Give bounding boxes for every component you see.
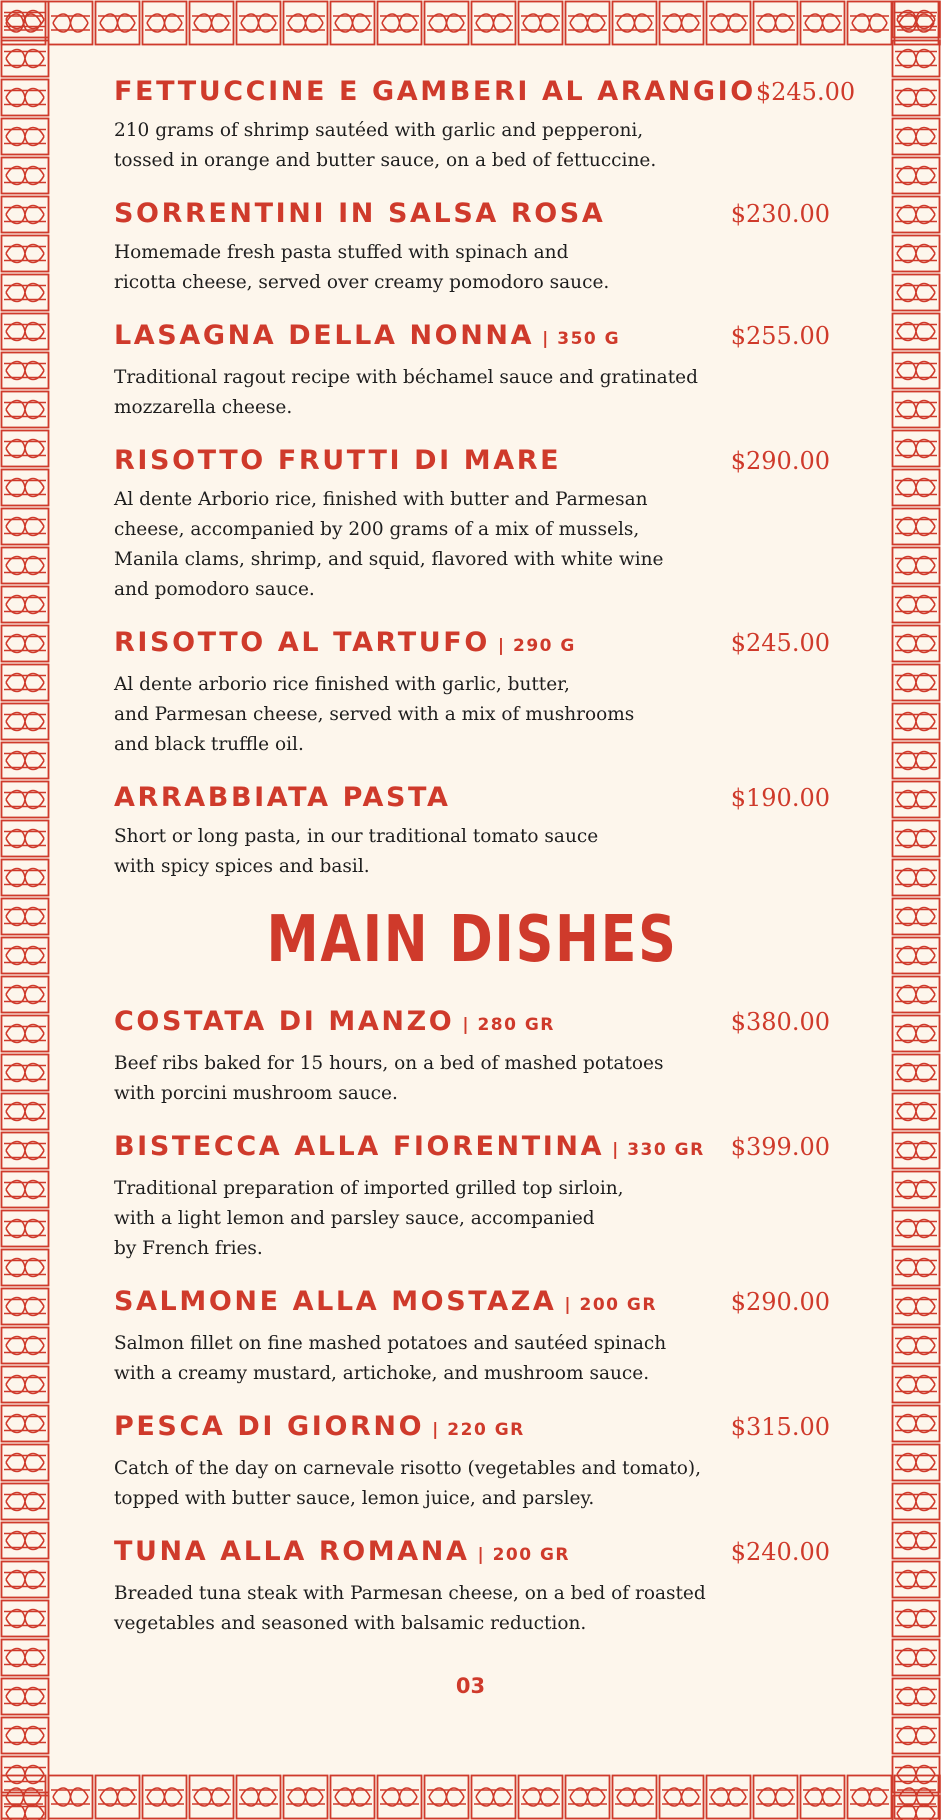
pasta-pattern-icon xyxy=(2,431,49,467)
pasta-pattern-icon xyxy=(2,665,49,701)
page-number: 03 xyxy=(455,1674,486,1698)
dish-description-line: Salmon fillet on fine mashed potatoes and sautéed spinach xyxy=(114,1333,667,1354)
dish-description xyxy=(114,116,724,176)
dish-description-line: Breaded tuna steak with Parmesan cheese, on a bed of roasted xyxy=(114,1583,706,1604)
dish-name xyxy=(114,1532,570,1575)
pasta-pattern-icon xyxy=(893,275,940,311)
pasta-pattern-icon xyxy=(566,1776,610,1819)
pasta-pattern-icon xyxy=(893,470,940,506)
pasta-pattern-icon xyxy=(2,236,49,272)
menu-item xyxy=(114,72,856,176)
border-bottom xyxy=(0,1774,941,1820)
menu-item-header xyxy=(114,1282,830,1325)
dish-weight: | 350 G xyxy=(542,329,621,349)
pasta-pattern-icon xyxy=(893,977,940,1013)
dish-description xyxy=(114,363,724,423)
dish-description-line: Short or long pasta, in our traditional tomato sauce xyxy=(114,826,599,847)
pasta-pattern-icon xyxy=(2,860,49,896)
dish-price: $315.00 xyxy=(730,1413,830,1441)
pasta-pattern-icon xyxy=(2,1055,49,1091)
pasta-pattern-icon xyxy=(190,2,234,45)
pasta-pattern-icon xyxy=(893,782,940,818)
pasta-pattern-icon xyxy=(893,1250,940,1286)
pasta-pattern-icon xyxy=(2,626,49,662)
menu-item xyxy=(114,1282,830,1389)
menu-item-header xyxy=(114,72,856,112)
dish-price: $380.00 xyxy=(730,1008,830,1036)
pasta-pattern-icon xyxy=(893,1133,940,1169)
pasta-pattern-icon xyxy=(284,1776,328,1819)
menu-item xyxy=(114,623,830,760)
dish-description xyxy=(114,1174,724,1264)
menu-item-header xyxy=(114,778,830,818)
pasta-pattern-icon xyxy=(893,1562,940,1598)
pasta-pattern-icon xyxy=(893,1484,940,1520)
pasta-pattern-icon xyxy=(2,41,49,77)
pasta-pattern-icon xyxy=(893,587,940,623)
dish-name-text: SORRENTINI IN SALSA ROSA xyxy=(114,198,606,229)
dish-name-text: SALMONE ALLA MOSTAZA xyxy=(114,1286,557,1317)
pasta-pattern-icon xyxy=(893,1757,940,1793)
pasta-pattern-icon xyxy=(2,1250,49,1286)
pasta-pattern-icon xyxy=(893,821,940,857)
pasta-pattern-icon xyxy=(2,1640,49,1676)
menu-item-header xyxy=(114,1407,830,1450)
menu-item-header xyxy=(114,1532,830,1575)
dish-description-line: with a creamy mustard, artichoke, and mushroom sauce. xyxy=(114,1363,650,1384)
pasta-pattern-icon xyxy=(2,197,49,233)
pasta-pattern-icon xyxy=(2,1328,49,1364)
pasta-pattern-icon xyxy=(893,1601,940,1637)
pasta-pattern-icon xyxy=(96,2,140,45)
pasta-pattern-icon xyxy=(893,860,940,896)
pasta-pattern-icon xyxy=(425,1776,469,1819)
dish-description-line: Beef ribs baked for 15 hours, on a bed of mashed potatoes xyxy=(114,1053,664,1074)
dish-description xyxy=(114,1579,724,1639)
pasta-pattern-icon xyxy=(2,1211,49,1247)
menu-item-header xyxy=(114,623,830,666)
menu-item xyxy=(114,316,830,423)
border-top xyxy=(0,0,941,46)
dish-price: $230.00 xyxy=(730,200,830,228)
pasta-pattern-icon xyxy=(331,2,375,45)
menu-item-header xyxy=(114,194,830,234)
pasta-pattern-icon xyxy=(2,1406,49,1442)
dish-description-line: and pomodoro sauce. xyxy=(114,579,315,600)
pasta-pattern-icon xyxy=(2,392,49,428)
pasta-pattern-icon xyxy=(2,1016,49,1052)
pasta-pattern-icon xyxy=(893,1289,940,1325)
dish-name-text: FETTUCCINE E GAMBERI AL ARANGIO xyxy=(114,76,756,107)
pasta-pattern-icon xyxy=(893,158,940,194)
pasta-pattern-icon xyxy=(893,314,940,350)
pasta-pattern-icon xyxy=(2,1484,49,1520)
pasta-pattern-icon xyxy=(2,80,49,116)
menu-item xyxy=(114,194,830,298)
pasta-pattern-icon xyxy=(893,743,940,779)
pasta-pattern-icon xyxy=(893,1406,940,1442)
pasta-pattern-icon xyxy=(2,704,49,740)
pasta-pattern-icon xyxy=(848,1776,892,1819)
pasta-pattern-icon xyxy=(893,2,940,38)
dish-name-text: ARRABBIATA PASTA xyxy=(114,782,451,813)
pasta-pattern-icon xyxy=(848,2,892,45)
dish-description-line: with spicy spices and basil. xyxy=(114,856,370,877)
pasta-pattern-icon xyxy=(2,1601,49,1637)
menu-item-header xyxy=(114,316,830,359)
pasta-pattern-icon xyxy=(2,548,49,584)
dish-name xyxy=(114,1002,555,1045)
pasta-pattern-icon xyxy=(893,431,940,467)
dish-description-line: and black truffle oil. xyxy=(114,734,304,755)
pasta-pattern-icon xyxy=(893,1328,940,1364)
pasta-pattern-icon xyxy=(49,1776,93,1819)
pasta-pattern-icon xyxy=(2,899,49,935)
menu-item-header xyxy=(114,1002,830,1045)
section-title: MAIN DISHES xyxy=(266,903,678,977)
dish-weight: | 200 GR xyxy=(477,1545,571,1565)
dish-price: $290.00 xyxy=(730,1288,830,1316)
dish-name-text: TUNA ALLA ROMANA xyxy=(114,1536,470,1567)
pasta-pattern-icon xyxy=(284,2,328,45)
dish-name xyxy=(114,623,576,666)
pasta-pattern-icon xyxy=(190,1776,234,1819)
dish-description-line: cheese, accompanied by 200 grams of a mix of mussels, xyxy=(114,519,640,540)
pasta-pattern-icon xyxy=(49,2,93,45)
border-left xyxy=(0,0,50,1820)
dish-description xyxy=(114,1329,724,1389)
pasta-list xyxy=(114,72,856,882)
pasta-pattern-icon xyxy=(893,1094,940,1130)
pasta-pattern-icon xyxy=(893,626,940,662)
dish-name xyxy=(114,72,756,112)
dish-description-line: 210 grams of shrimp sautéed with garlic and pepperoni, xyxy=(114,120,644,141)
pasta-pattern-icon xyxy=(2,1718,49,1754)
pasta-pattern-icon xyxy=(893,938,940,974)
pasta-pattern-icon xyxy=(331,1776,375,1819)
dish-description-line: Catch of the day on carnevale risotto (vegetables and tomato), xyxy=(114,1458,701,1479)
pasta-pattern-icon xyxy=(893,197,940,233)
dish-name-text: RISOTTO AL TARTUFO xyxy=(114,627,490,658)
pasta-pattern-icon xyxy=(472,1776,516,1819)
border-right xyxy=(891,0,941,1820)
pasta-pattern-icon xyxy=(801,1776,845,1819)
dish-name xyxy=(114,194,605,234)
pasta-pattern-icon xyxy=(893,119,940,155)
dish-name-text: BISTECCA ALLA FIORENTINA xyxy=(114,1131,605,1162)
pasta-pattern-icon xyxy=(613,1776,657,1819)
pasta-pattern-icon xyxy=(893,1055,940,1091)
dish-price: $245.00 xyxy=(730,629,830,657)
dish-description xyxy=(114,670,724,760)
dish-price: $290.00 xyxy=(730,447,830,475)
dish-name xyxy=(114,1282,657,1325)
dish-weight: | 280 GR xyxy=(462,1015,555,1035)
dish-price: $399.00 xyxy=(730,1133,830,1161)
menu-item xyxy=(114,441,830,605)
menu-item xyxy=(114,1127,830,1264)
pasta-pattern-icon xyxy=(237,2,281,45)
pasta-pattern-icon xyxy=(2,1133,49,1169)
dish-name-text: COSTATA DI MANZO xyxy=(114,1006,455,1037)
main-dishes-list xyxy=(114,1002,830,1639)
dish-name xyxy=(114,778,450,818)
pasta-pattern-icon xyxy=(2,509,49,545)
pasta-pattern-icon xyxy=(425,2,469,45)
pasta-pattern-icon xyxy=(143,1776,187,1819)
pasta-pattern-icon xyxy=(2,314,49,350)
dish-weight: | 290 G xyxy=(497,636,576,656)
pasta-pattern-icon xyxy=(893,236,940,272)
dish-description-line: by French fries. xyxy=(114,1238,263,1259)
menu-content xyxy=(114,72,856,1657)
dish-weight: | 220 GR xyxy=(432,1420,525,1440)
pasta-pattern-icon xyxy=(660,1776,704,1819)
dish-description-line: Traditional preparation of imported grilled top sirloin, xyxy=(114,1178,624,1199)
pasta-pattern-icon xyxy=(519,1776,563,1819)
pasta-pattern-icon xyxy=(893,1445,940,1481)
pasta-pattern-icon xyxy=(2,1094,49,1130)
pasta-pattern-icon xyxy=(2,1796,49,1820)
pasta-pattern-icon xyxy=(378,2,422,45)
pasta-pattern-icon xyxy=(2,158,49,194)
dish-description-line: Manila clams, shrimp, and squid, flavored with white wine xyxy=(114,549,664,570)
pasta-pattern-icon xyxy=(2,119,49,155)
dish-name-text: PESCA DI GIORNO xyxy=(114,1411,425,1442)
pasta-pattern-icon xyxy=(893,1718,940,1754)
pasta-pattern-icon xyxy=(2,1289,49,1325)
pasta-pattern-icon xyxy=(2,977,49,1013)
pasta-pattern-icon xyxy=(2,353,49,389)
dish-description-line: and Parmesan cheese, served with a mix of mushrooms xyxy=(114,704,635,725)
dish-price: $245.00 xyxy=(755,78,856,106)
menu-item xyxy=(114,1407,830,1514)
pasta-pattern-icon xyxy=(893,1523,940,1559)
menu-item-header xyxy=(114,1127,830,1170)
dish-price: $255.00 xyxy=(730,322,830,350)
pasta-pattern-icon xyxy=(2,1367,49,1403)
pasta-pattern-icon xyxy=(801,2,845,45)
dish-description xyxy=(114,238,724,298)
menu-item xyxy=(114,1532,830,1639)
menu-item xyxy=(114,778,830,882)
dish-description-line: Homemade fresh pasta stuffed with spinach and xyxy=(114,242,569,263)
pasta-pattern-icon xyxy=(2,782,49,818)
dish-name-text: LASAGNA DELLA NONNA xyxy=(114,320,535,351)
dish-name xyxy=(114,1127,705,1170)
pasta-pattern-icon xyxy=(2,587,49,623)
dish-weight: | 200 GR xyxy=(564,1295,657,1315)
dish-price: $240.00 xyxy=(730,1538,830,1566)
pasta-pattern-icon xyxy=(707,2,751,45)
dish-description-line: Traditional ragout recipe with béchamel sauce and gratinated xyxy=(114,367,698,388)
pasta-pattern-icon xyxy=(893,392,940,428)
menu-item-header xyxy=(114,441,830,481)
pasta-pattern-icon xyxy=(707,1776,751,1819)
dish-description-line: with porcini mushroom sauce. xyxy=(114,1083,398,1104)
dish-description xyxy=(114,1049,724,1109)
dish-description-line: with a light lemon and parsley sauce, accompanied xyxy=(114,1208,595,1229)
pasta-pattern-icon xyxy=(754,2,798,45)
pasta-pattern-icon xyxy=(893,1796,940,1820)
pasta-pattern-icon xyxy=(2,1445,49,1481)
pasta-pattern-icon xyxy=(143,2,187,45)
pasta-pattern-icon xyxy=(754,1776,798,1819)
pasta-pattern-icon xyxy=(566,2,610,45)
dish-description-line: mozzarella cheese. xyxy=(114,397,293,418)
pasta-pattern-icon xyxy=(378,1776,422,1819)
pasta-pattern-icon xyxy=(893,353,940,389)
dish-description xyxy=(114,485,724,605)
dish-name xyxy=(114,441,561,481)
pasta-pattern-icon xyxy=(893,1211,940,1247)
pasta-pattern-icon xyxy=(893,665,940,701)
pasta-pattern-icon xyxy=(519,2,563,45)
pasta-pattern-icon xyxy=(893,899,940,935)
pasta-pattern-icon xyxy=(893,41,940,77)
pasta-pattern-icon xyxy=(2,743,49,779)
pasta-pattern-icon xyxy=(2,1562,49,1598)
pasta-pattern-icon xyxy=(893,1367,940,1403)
dish-description-line: ricotta cheese, served over creamy pomodoro sauce. xyxy=(114,272,610,293)
dish-weight: | 330 GR xyxy=(612,1140,705,1160)
dish-description xyxy=(114,822,724,882)
dish-name xyxy=(114,316,620,359)
pasta-pattern-icon xyxy=(893,80,940,116)
pasta-pattern-icon xyxy=(893,704,940,740)
pasta-pattern-icon xyxy=(2,1172,49,1208)
pasta-pattern-icon xyxy=(96,1776,140,1819)
pasta-pattern-icon xyxy=(893,548,940,584)
pasta-pattern-icon xyxy=(2,470,49,506)
dish-description-line: vegetables and seasoned with balsamic reduction. xyxy=(114,1613,587,1634)
pasta-pattern-icon xyxy=(893,509,940,545)
pasta-pattern-icon xyxy=(237,1776,281,1819)
pasta-pattern-icon xyxy=(2,1523,49,1559)
dish-description-line: tossed in orange and butter sauce, on a bed of fettuccine. xyxy=(114,150,657,171)
pasta-pattern-icon xyxy=(472,2,516,45)
dish-description-line: Al dente arborio rice finished with garlic, butter, xyxy=(114,674,570,695)
pasta-pattern-icon xyxy=(2,2,49,38)
pasta-pattern-icon xyxy=(2,938,49,974)
pasta-pattern-icon xyxy=(2,275,49,311)
dish-description-line: topped with butter sauce, lemon juice, and parsley. xyxy=(114,1488,595,1509)
pasta-pattern-icon xyxy=(893,1016,940,1052)
dish-name xyxy=(114,1407,525,1450)
menu-item xyxy=(114,1002,830,1109)
dish-description-line: Al dente Arborio rice, finished with butter and Parmesan xyxy=(114,489,648,510)
dish-description xyxy=(114,1454,724,1514)
pasta-pattern-icon xyxy=(2,821,49,857)
pasta-pattern-icon xyxy=(2,1757,49,1793)
pasta-pattern-icon xyxy=(660,2,704,45)
pasta-pattern-icon xyxy=(893,1172,940,1208)
dish-name-text: RISOTTO FRUTTI DI MARE xyxy=(114,445,562,476)
dish-price: $190.00 xyxy=(730,784,830,812)
pasta-pattern-icon xyxy=(893,1640,940,1676)
pasta-pattern-icon xyxy=(613,2,657,45)
